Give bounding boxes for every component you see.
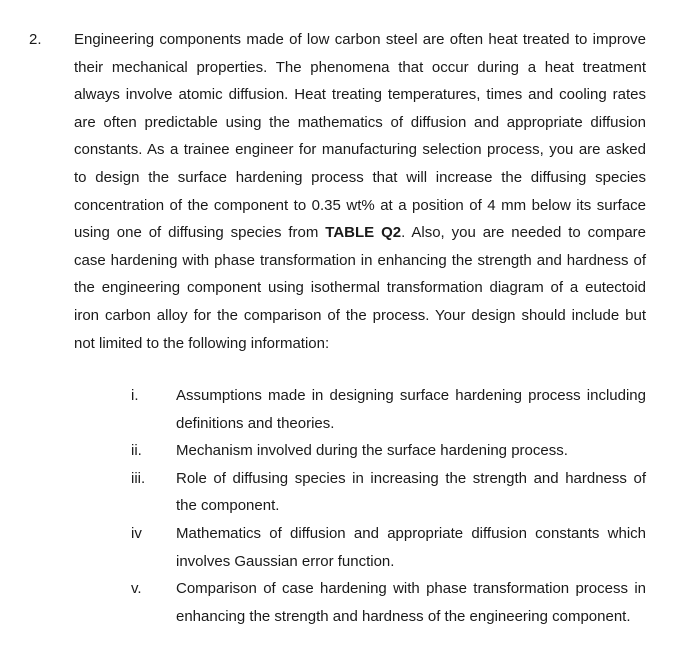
list-item bbox=[0, 382, 677, 437]
list-item bbox=[0, 575, 677, 630]
table-reference: TABLE Q2 bbox=[325, 224, 402, 242]
list-item-text: Role of diffusing species in increasing the strength and hardness of the component. bbox=[176, 469, 646, 515]
list-item-number: iv bbox=[131, 524, 142, 542]
list-item-number: i. bbox=[131, 387, 139, 404]
list-item-text: Mathematics of diffusion and appropriate diffusion constants which involves Gaussian error function. bbox=[176, 524, 646, 570]
list-item-text: Mechanism involved during the surface hardening process. bbox=[176, 442, 568, 460]
question-text-part1: Engineering components made of low carbon steel are often heat treated to improve their mechanical properties. The phenomena that occur during a heat treatment always involve atomic diffusion. Heat treating temperatures, times and cooling rates are often predictable using the mathematics of diffusion and appropriate diffusion constants. As a trainee engineer for manufacturing selection process, you are asked to design the surface hardening process that will increase the diffusing species concentration of the component to 0.35 wt% at a position of 4 mm below its surface using one of diffusing species from bbox=[74, 31, 646, 242]
question-text-part2: . Also, you are needed to compare case hardening with phase transformation in enhancing the strength and hardness of the engineering component using isothermal transformation diagram of a eutectoid iron carbon alloy for the comparison of the process. Your design should include but not limited to the following information: bbox=[74, 224, 647, 352]
list-item bbox=[0, 437, 677, 465]
list-item-number: iii. bbox=[131, 469, 146, 487]
requirements-list bbox=[0, 382, 677, 630]
list-item-text: Assumptions made in designing surface hardening process including definitions and theories. bbox=[176, 387, 646, 432]
question-body bbox=[74, 26, 646, 357]
list-item-text: Comparison of case hardening with phase transformation process in enhancing the strength and hardness of the engineering component. bbox=[176, 580, 646, 625]
list-item bbox=[0, 520, 677, 575]
list-item-number: ii. bbox=[131, 442, 142, 460]
list-item-number: v. bbox=[131, 580, 142, 598]
question-number: 2. bbox=[29, 31, 42, 48]
list-item bbox=[0, 465, 677, 520]
